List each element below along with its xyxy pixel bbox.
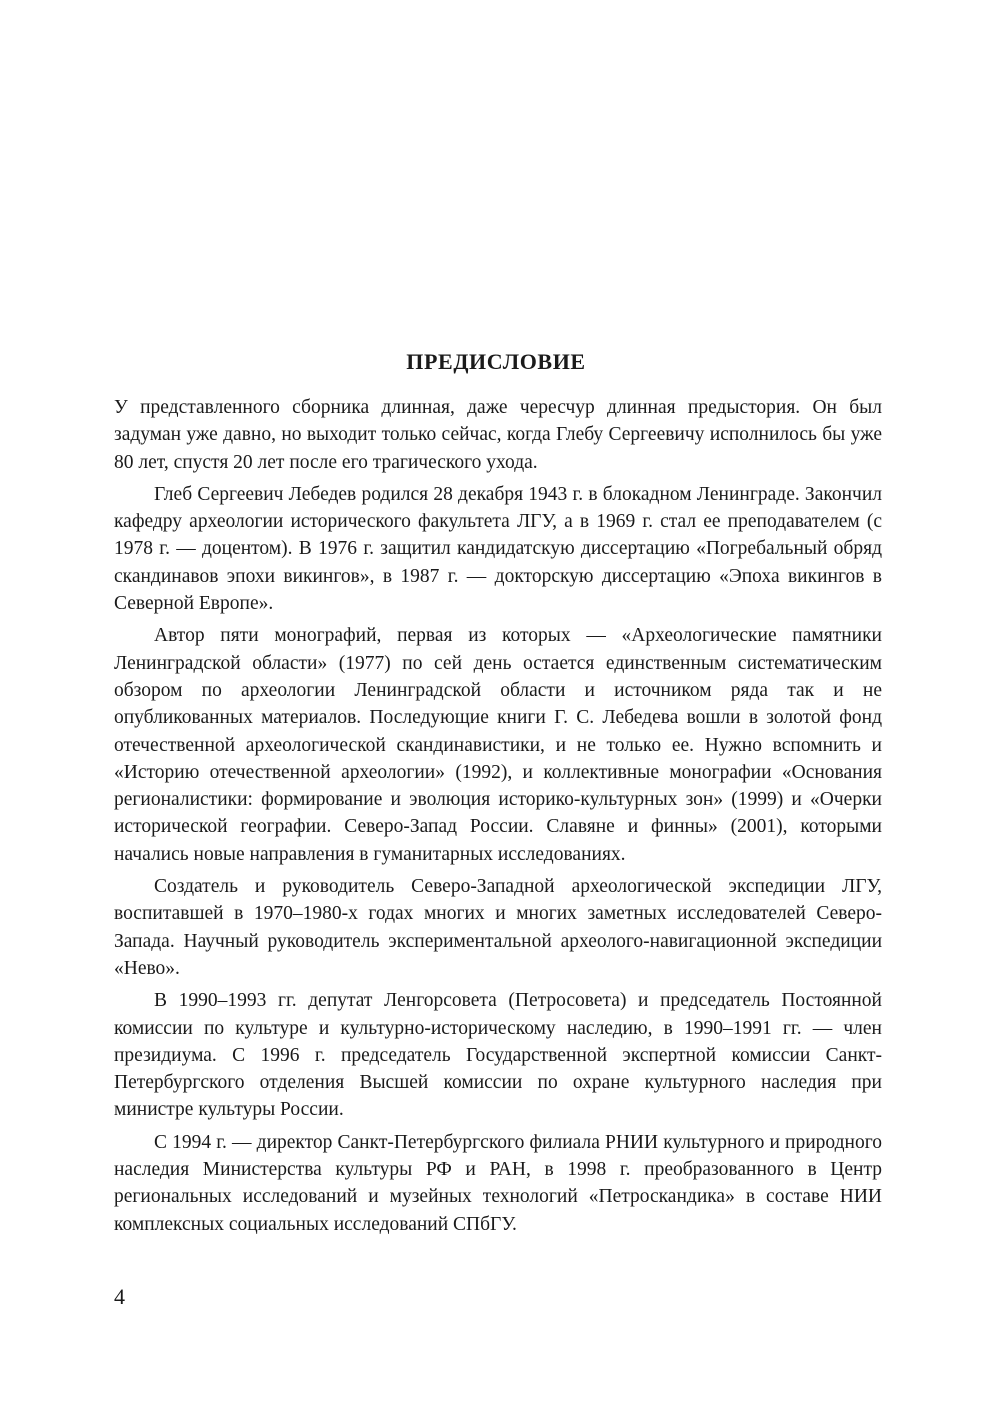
paragraph-4: Создатель и руководитель Северо-Западной археологической экспедиции ЛГУ, воспитавшей в 1970–1980-х годах многих и многих заметных исследователей Северо-Запада. Научный руководитель экспериментальной археолого-навигационной экспедиции «Нево». <box>114 876 882 979</box>
page-title: ПРЕДИСЛОВИЕ <box>406 349 586 374</box>
paragraph-5: В 1990–1993 гг. депутат Ленгорсовета (Петросовета) и председатель Постоянной комиссии по культуре и культурно-историческому наследию, в 1990–1991 гг. — член президиума. С 1996 г. председатель Государственной экспертной комиссии Санкт-Петербургского отделения Высшей комиссии по охране культурного наследия при министре культуры России. <box>114 990 882 1121</box>
paragraph-3: Автор пяти монографий, первая из которых — «Археологические памятники Ленинградской области» (1977) по сей день остается единственным систематическим обзором по археологии Ленинградской области и источником ряда так и не опубликованных материалов. Последующие книги Г. С. Лебедева вошли в золотой фонд отечественной археологической скандинавистики, и не только ее. Нужно вспомнить и «Историю отечественной археологии» (1992), и коллективные монографии «Основания регионалистики: формирование и эволюция историко-культурных зон» (1999) и «Очерки исторической географии. Северо-Запад России. Славяне и финны» (2001), которыми начались новые направления в гуманитарных исследованиях. <box>114 625 882 865</box>
paragraph-2: Глеб Сергеевич Лебедев родился 28 декабря 1943 г. в блокадном Ленинграде. Закончил кафедру археологии исторического факультета ЛГУ, а в 1969 г. стал ее преподавателем (с 1978 г. — доцентом). В 1976 г. защитил кандидатскую диссертацию «Погребальный обряд скандинавов эпохи викингов», в 1987 г. — докторскую диссертацию «Эпоха викингов в Северной Европе». <box>114 483 882 615</box>
paragraph-6: С 1994 г. — директор Санкт-Петербургского филиала РНИИ культурного и природного наследия Министерства культуры РФ и РАН, в 1998 г. преобразованного в Центр региональных исследований и музейных технологий «Петроскандика» в составе НИИ комплексных социальных исследований СПбГУ. <box>114 1131 882 1235</box>
paragraph-1: У представленного сборника длинная, даже чересчур длинная предыстория. Он был задуман уже давно, но выходит только сейчас, когда Глебу Сергеевичу исполнилось бы уже 80 лет, спустя 20 лет после его трагического ухода. <box>114 397 882 473</box>
page-number: 4 <box>114 1284 125 1309</box>
body-text <box>114 394 882 1238</box>
